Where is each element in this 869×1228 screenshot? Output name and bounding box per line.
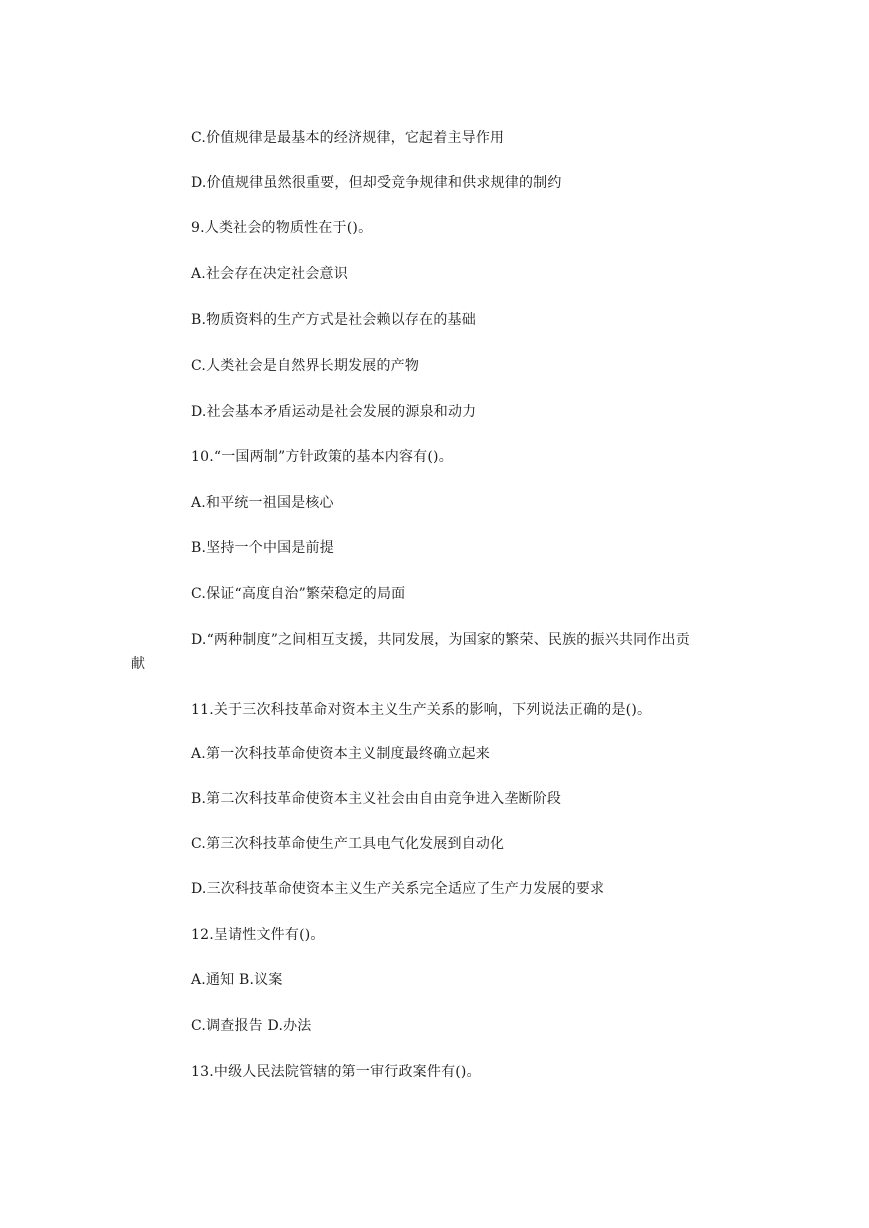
question-13: 13.中级人民法院管辖的第一审行政案件有()。 [191,1064,481,1080]
question-12: 12.呈请性文件有()。 [191,927,325,943]
option-9d: D.社会基本矛盾运动是社会发展的源泉和动力 [191,404,477,420]
option-9c: C.人类社会是自然界长期发展的产物 [191,358,420,374]
option-9a: A.社会存在决定社会意识 [191,266,348,282]
option-10d: D.“两种制度”之间相互支援，共同发展，为国家的繁荣、民族的振兴共同作出贡 [191,632,690,648]
option-8c: C.价值规律是最基本的经济规律，它起着主导作用 [191,130,505,146]
option-11d: D.三次科技革命使资本主义生产关系完全适应了生产力发展的要求 [191,881,605,897]
option-12ab: A.通知 B.议案 [191,972,283,988]
option-10d-continuation: 献 [131,656,146,672]
question-9: 9.人类社会的物质性在于()。 [191,220,373,236]
option-10c: C.保证“高度自治”繁荣稳定的局面 [191,586,406,602]
option-11c: C.第三次科技革命使生产工具电气化发展到自动化 [191,836,505,852]
option-11b: B.第二次科技革命使资本主义社会由自由竞争进入垄断阶段 [191,791,562,807]
option-11a: A.第一次科技革命使资本主义制度最终确立起来 [191,746,490,762]
question-10: 10.“一国两制”方针政策的基本内容有()。 [191,449,453,465]
option-10a: A.和平统一祖国是核心 [191,495,334,511]
option-10b: B.坚持一个中国是前提 [191,540,334,556]
option-9b: B.物质资料的生产方式是社会赖以存在的基础 [191,312,476,328]
question-11: 11.关于三次科技革命对资本主义生产关系的影响，下列说法正确的是()。 [191,702,652,718]
option-8d: D.价值规律虽然很重要，但却受竞争规律和供求规律的制约 [191,175,562,191]
option-12cd: C.调查报告 D.办法 [191,1018,312,1034]
